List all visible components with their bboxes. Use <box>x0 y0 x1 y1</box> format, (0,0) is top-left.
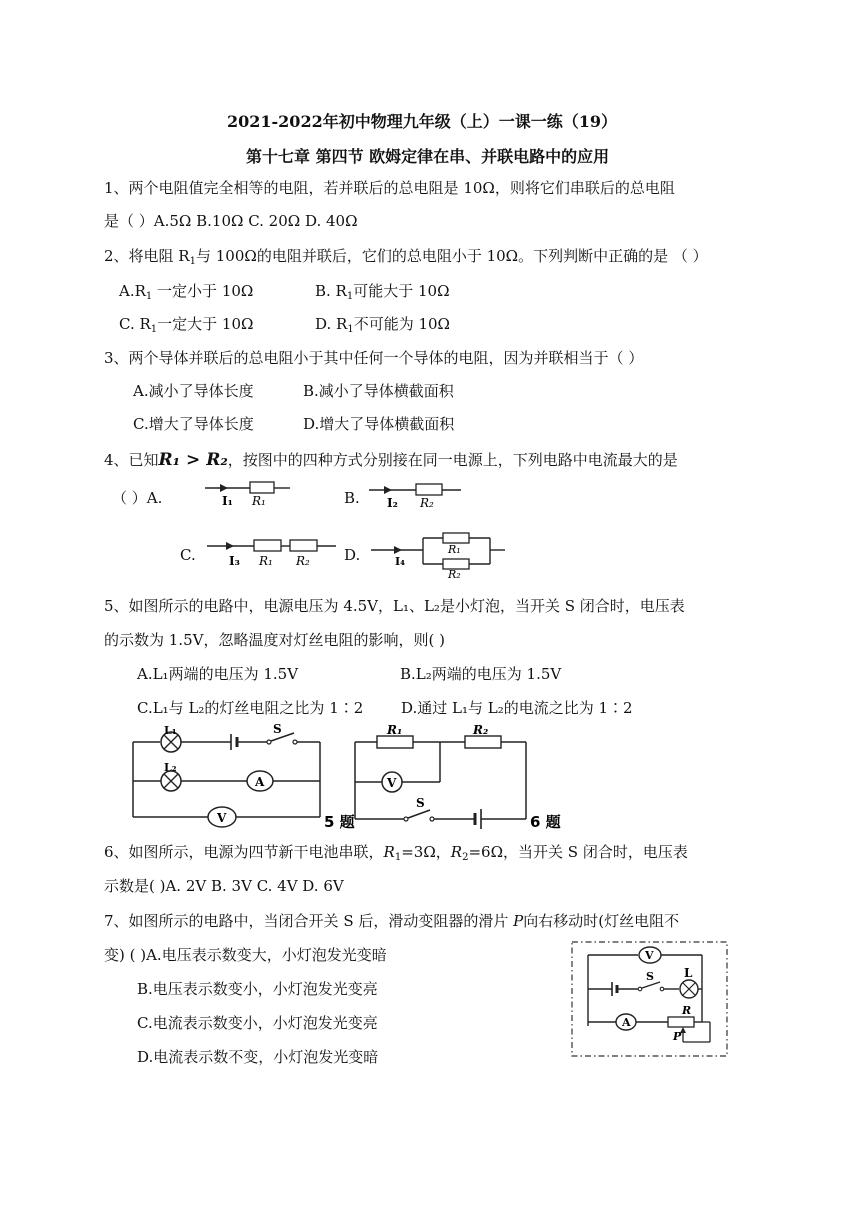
q6-voltmeter-label: V <box>387 776 397 790</box>
q7-circuit-figure <box>570 940 730 1058</box>
q2-option-b: B. $R_1$可能大于 10Ω <box>315 282 450 302</box>
q7-rheostat-label: R <box>682 1004 692 1017</box>
q4-a-current-label: I₁ <box>222 494 233 508</box>
q7-voltmeter-label: V <box>645 949 654 962</box>
q5-option-a: A.L₁两端的电压为 1.5V <box>137 665 299 683</box>
q4-b-current-label: I₂ <box>387 496 398 510</box>
q5-option-d: D.通过 L₁与 L₂的电流之比为 1∶2 <box>401 699 633 717</box>
q3-option-d: D.增大了导体横截面积 <box>303 415 455 433</box>
q4-c-r1-label: R₁ <box>259 554 273 568</box>
q5-circuit-figure <box>128 722 358 833</box>
q4-label-c: C. <box>180 546 196 564</box>
q2-option-d: D. $R_1$不可能为 10Ω <box>315 315 450 335</box>
q1-line-1: 1、两个电阻值完全相等的电阻，若并联后的总电阻是 10Ω，则将它们串联后的总电阻 <box>104 179 675 197</box>
q7-option-b: B.电压表示数变小，小灯泡发光变亮 <box>137 980 378 998</box>
q4-stem: 4、已知R₁ > R₂，按图中的四种方式分别接在同一电源上，下列电路中电流最大的是 <box>104 450 678 470</box>
q6-line-2: 示数是( )A. 2V B. 3V C. 4V D. 6V <box>104 877 344 895</box>
q1-line-2: 是（ ）A.5Ω B.10Ω C. 20Ω D. 40Ω <box>104 212 358 230</box>
q6-r2-icon <box>465 736 501 748</box>
q5-option-b: B.L₂两端的电压为 1.5V <box>400 665 562 683</box>
q4-condition: R₁ > R₂ <box>158 450 228 470</box>
q3-option-a: A.减小了导体长度 <box>133 382 254 400</box>
q5-ammeter-label: A <box>255 775 265 789</box>
q3-option-c: C.增大了导体长度 <box>133 415 254 433</box>
q6-r1-icon <box>377 736 413 748</box>
q5-line-1: 5、如图所示的电路中，电源电压为 4.5V，L₁、L₂是小灯泡，当开关 S 闭合时，电压表 <box>104 597 685 615</box>
q2-option-c: C. $R_1$一定大于 10Ω <box>119 315 254 335</box>
q7-option-c: C.电流表示数变小，小灯泡发光变亮 <box>137 1014 378 1032</box>
q4-blank-a: （ ）A. <box>112 489 163 507</box>
q2-option-a: $A.R_1$ 一定小于 10Ω <box>119 282 254 302</box>
q2-stem: 2、将电阻 $R_1$与 100Ω的电阻并联后，它们的总电阻小于 10Ω。下列判断中正确的是 （ ） <box>104 247 708 267</box>
q7-slider-label: P <box>673 1030 682 1043</box>
q7-option-d: D.电流表示数不变，小灯泡发光变暗 <box>137 1048 379 1066</box>
q6-line-1: 6、如图所示，电源为四节新干电池串联，$R_1=3\Omega$，$R_2=6\Omega$，当开关 S 闭合时，电压表 <box>104 843 688 863</box>
q4-label-b: B. <box>344 489 360 507</box>
q7-line-2: 变) ( )A.电压表示数变大，小灯泡发光变暗 <box>104 946 387 964</box>
q3-option-b: B.减小了导体横截面积 <box>303 382 454 400</box>
q7-switch-label: S <box>646 970 654 983</box>
q4-c-r2-label: R₂ <box>296 554 310 568</box>
q4-d-r2-label: R₂ <box>448 568 461 581</box>
q4-circuit-d <box>368 528 508 581</box>
q5-option-c: C.L₁与 L₂的灯丝电阻之比为 1∶2 <box>137 699 364 717</box>
q5-l1-label: L₁ <box>164 724 177 737</box>
q6-switch-label: S <box>416 796 425 810</box>
q4-circuit-b <box>364 478 464 510</box>
title-line-2: 第十七章 第四节 欧姆定律在串、并联电路中的应用 <box>246 147 610 166</box>
q5-line-2: 的示数为 1.5V，忽略温度对灯丝电阻的影响，则( ) <box>104 631 445 649</box>
q4-label-d: D. <box>344 546 361 564</box>
q6-r1-label: R₁ <box>387 723 403 737</box>
q7-ammeter-label: A <box>622 1016 631 1029</box>
q4-circuit-c <box>204 534 339 570</box>
q6-switch-icon <box>408 810 430 818</box>
q3-stem: 3、两个导体并联后的总电阻小于其中任何一个导体的电阻，因为并联相当于（ ） <box>104 349 644 367</box>
q4-d-r1-label: R₁ <box>448 543 461 556</box>
q4-c-current-label: I₃ <box>229 554 240 568</box>
q6-circuit-figure <box>352 725 572 833</box>
q7-line-1: 7、如图所示的电路中，当闭合开关 S 后，滑动变阻器的滑片 P向右移动时(灯丝电阻不 <box>104 912 680 930</box>
q5-l2-label: L₂ <box>164 761 177 774</box>
q4-circuit-a <box>200 476 295 508</box>
q4-b-resistor-label: R₂ <box>420 496 434 510</box>
q5-figure-label: 5 题 <box>324 813 355 831</box>
q4-d-current-label: I₄ <box>395 555 405 568</box>
title-line-1: 2021-2022年初中物理九年级（上）一课一练（19） <box>227 112 617 131</box>
q6-r2-label: R₂ <box>473 723 489 737</box>
q7-lamp-label: L <box>684 966 693 980</box>
q4-a-resistor-label: R₁ <box>252 494 266 508</box>
q7-rheostat-icon <box>668 1017 694 1027</box>
q6-figure-label: 6 题 <box>530 813 561 831</box>
q5-voltmeter-label: V <box>217 811 227 825</box>
q5-switch-label: S <box>273 722 282 736</box>
